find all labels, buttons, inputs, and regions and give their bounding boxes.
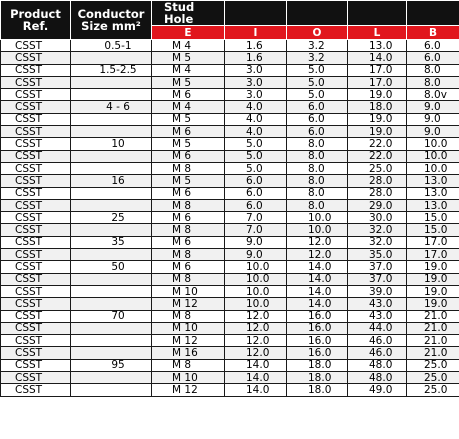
cell-product-ref: CSST — [1, 224, 71, 236]
table-row — [1, 162, 459, 174]
cell-conductor-size — [71, 224, 152, 236]
cell-conductor-size — [71, 89, 152, 101]
cell-b: 21.0 — [407, 335, 459, 347]
cell-b: 8.0 — [407, 64, 459, 76]
cell-product-ref: CSST — [1, 138, 71, 150]
table-row — [1, 89, 459, 101]
table-row — [1, 126, 459, 138]
cell-l: 46.0 — [348, 335, 407, 347]
cell-o: 5.0 — [287, 89, 348, 101]
cell-i: 12.0 — [225, 335, 287, 347]
cell-b: 21.0 — [407, 347, 459, 359]
header-conductor-line1: Conductor — [77, 7, 145, 21]
cell-stud-hole: M 6 — [152, 236, 225, 248]
table-row — [1, 372, 459, 384]
cell-stud-hole: M 6 — [152, 126, 225, 138]
cell-i: 5.0 — [225, 162, 287, 174]
table-row — [1, 199, 459, 211]
cell-o: 18.0 — [287, 359, 348, 371]
cell-l: 17.0 — [348, 64, 407, 76]
cell-o: 6.0 — [287, 126, 348, 138]
cell-i: 1.6 — [225, 52, 287, 64]
cell-stud-hole: M 8 — [152, 359, 225, 371]
table-row — [1, 273, 459, 285]
cell-o: 5.0 — [287, 64, 348, 76]
cell-i: 12.0 — [225, 310, 287, 322]
table-row — [1, 249, 459, 261]
cell-stud-hole: M 12 — [152, 384, 225, 396]
cell-i: 3.0 — [225, 76, 287, 88]
cell-conductor-size — [71, 199, 152, 211]
cell-i: 6.0 — [225, 187, 287, 199]
table-row — [1, 224, 459, 236]
cell-conductor-size — [71, 187, 152, 199]
cell-b: 13.0 — [407, 187, 459, 199]
cell-stud-hole: M 16 — [152, 347, 225, 359]
cell-o: 18.0 — [287, 384, 348, 396]
cell-o: 16.0 — [287, 310, 348, 322]
cell-o: 14.0 — [287, 261, 348, 273]
cell-l: 43.0 — [348, 298, 407, 310]
cell-b: 13.0 — [407, 199, 459, 211]
cell-l: 43.0 — [348, 310, 407, 322]
cell-l: 35.0 — [348, 249, 407, 261]
cell-stud-hole: M 6 — [152, 261, 225, 273]
cell-l: 19.0 — [348, 126, 407, 138]
table-row — [1, 175, 459, 187]
cell-o: 8.0 — [287, 150, 348, 162]
cell-conductor-size — [71, 322, 152, 334]
cell-l: 48.0 — [348, 359, 407, 371]
cell-b: 25.0 — [407, 372, 459, 384]
cell-l: 37.0 — [348, 261, 407, 273]
cell-stud-hole: M 4 — [152, 101, 225, 113]
cell-o: 10.0 — [287, 212, 348, 224]
cell-o: 8.0 — [287, 175, 348, 187]
cell-b: 19.0 — [407, 261, 459, 273]
cell-b: 6.0 — [407, 40, 459, 52]
cell-product-ref: CSST — [1, 199, 71, 211]
cell-product-ref: CSST — [1, 113, 71, 125]
cell-l: 14.0 — [348, 52, 407, 64]
cell-l: 46.0 — [348, 347, 407, 359]
cell-i: 4.0 — [225, 126, 287, 138]
table-row — [1, 236, 459, 248]
cell-o: 18.0 — [287, 372, 348, 384]
cell-product-ref: CSST — [1, 335, 71, 347]
cell-i: 5.0 — [225, 150, 287, 162]
cell-stud-hole: M 12 — [152, 298, 225, 310]
cell-i: 10.0 — [225, 261, 287, 273]
cell-i: 6.0 — [225, 199, 287, 211]
header-stud-hole: Stud Hole — [152, 1, 225, 26]
cell-b: 8.0 — [407, 76, 459, 88]
cell-b: 17.0 — [407, 236, 459, 248]
cell-conductor-size — [71, 113, 152, 125]
cell-conductor-size: 16 — [71, 175, 152, 187]
table-body — [1, 40, 459, 397]
cell-o: 8.0 — [287, 162, 348, 174]
cell-i: 3.0 — [225, 64, 287, 76]
cell-product-ref: CSST — [1, 359, 71, 371]
cell-stud-hole: M 6 — [152, 212, 225, 224]
cell-b: 19.0 — [407, 298, 459, 310]
cell-stud-hole: M 4 — [152, 64, 225, 76]
cell-b: 10.0 — [407, 162, 459, 174]
cell-stud-hole: M 8 — [152, 199, 225, 211]
cell-conductor-size — [71, 372, 152, 384]
cell-conductor-size — [71, 52, 152, 64]
table-row — [1, 347, 459, 359]
header-o: O — [287, 26, 348, 40]
cell-product-ref: CSST — [1, 236, 71, 248]
cell-o: 5.0 — [287, 76, 348, 88]
cell-conductor-size — [71, 76, 152, 88]
cell-o: 8.0 — [287, 138, 348, 150]
cell-o: 8.0 — [287, 187, 348, 199]
cell-product-ref: CSST — [1, 249, 71, 261]
cell-stud-hole: M 10 — [152, 285, 225, 297]
cell-l: 19.0 — [348, 89, 407, 101]
cell-b: 25.0 — [407, 359, 459, 371]
table-row — [1, 138, 459, 150]
cell-l: 49.0 — [348, 384, 407, 396]
table-row — [1, 150, 459, 162]
cell-product-ref: CSST — [1, 347, 71, 359]
cell-product-ref: CSST — [1, 64, 71, 76]
cell-i: 1.6 — [225, 40, 287, 52]
cell-product-ref: CSST — [1, 285, 71, 297]
cell-conductor-size — [71, 126, 152, 138]
cell-product-ref: CSST — [1, 384, 71, 396]
header-row — [1, 1, 459, 26]
table-row — [1, 76, 459, 88]
cell-product-ref: CSST — [1, 76, 71, 88]
cell-b: 10.0 — [407, 150, 459, 162]
cell-conductor-size: 25 — [71, 212, 152, 224]
cell-l: 28.0 — [348, 187, 407, 199]
cell-i: 10.0 — [225, 273, 287, 285]
cell-o: 16.0 — [287, 322, 348, 334]
cell-conductor-size — [71, 347, 152, 359]
table-row — [1, 187, 459, 199]
cell-o: 3.2 — [287, 52, 348, 64]
cell-b: 9.0 — [407, 101, 459, 113]
table-row — [1, 335, 459, 347]
cell-stud-hole: M 8 — [152, 249, 225, 261]
cell-conductor-size: 70 — [71, 310, 152, 322]
cell-b: 19.0 — [407, 273, 459, 285]
cell-l: 29.0 — [348, 199, 407, 211]
cell-i: 9.0 — [225, 249, 287, 261]
cell-b: 8.0v — [407, 89, 459, 101]
cell-l: 18.0 — [348, 101, 407, 113]
table-row — [1, 52, 459, 64]
cell-product-ref: CSST — [1, 212, 71, 224]
table-row — [1, 359, 459, 371]
cell-i: 7.0 — [225, 212, 287, 224]
cell-conductor-size — [71, 285, 152, 297]
cell-product-ref: CSST — [1, 126, 71, 138]
cell-l: 44.0 — [348, 322, 407, 334]
cell-stud-hole: M 8 — [152, 224, 225, 236]
cell-product-ref: CSST — [1, 101, 71, 113]
cell-i: 4.0 — [225, 113, 287, 125]
cell-conductor-size: 50 — [71, 261, 152, 273]
cell-i: 9.0 — [225, 236, 287, 248]
header-blank — [287, 1, 348, 26]
cell-stud-hole: M 5 — [152, 52, 225, 64]
cell-i: 14.0 — [225, 372, 287, 384]
table-row — [1, 298, 459, 310]
cell-l: 28.0 — [348, 175, 407, 187]
header-e: E — [152, 26, 225, 40]
cell-o: 12.0 — [287, 236, 348, 248]
cell-product-ref: CSST — [1, 52, 71, 64]
cell-b: 19.0 — [407, 285, 459, 297]
cell-stud-hole: M 10 — [152, 322, 225, 334]
cell-l: 13.0 — [348, 40, 407, 52]
cell-o: 14.0 — [287, 273, 348, 285]
cell-b: 25.0 — [407, 384, 459, 396]
cell-conductor-size — [71, 384, 152, 396]
cell-l: 32.0 — [348, 236, 407, 248]
cell-stud-hole: M 8 — [152, 162, 225, 174]
cell-o: 10.0 — [287, 224, 348, 236]
cell-l: 30.0 — [348, 212, 407, 224]
table-row — [1, 310, 459, 322]
cell-o: 14.0 — [287, 285, 348, 297]
cell-conductor-size — [71, 150, 152, 162]
cell-l: 48.0 — [348, 372, 407, 384]
cell-o: 6.0 — [287, 113, 348, 125]
cell-i: 12.0 — [225, 347, 287, 359]
cell-conductor-size: 0.5-1 — [71, 40, 152, 52]
table-row — [1, 322, 459, 334]
cell-product-ref: CSST — [1, 175, 71, 187]
header-blank — [407, 1, 459, 26]
cell-b: 21.0 — [407, 310, 459, 322]
cell-product-ref: CSST — [1, 322, 71, 334]
cell-b: 10.0 — [407, 138, 459, 150]
cell-b: 13.0 — [407, 175, 459, 187]
cell-conductor-size — [71, 335, 152, 347]
cell-b: 21.0 — [407, 322, 459, 334]
header-blank — [225, 1, 287, 26]
cell-conductor-size: 1.5-2.5 — [71, 64, 152, 76]
cell-product-ref: CSST — [1, 273, 71, 285]
cell-b: 17.0 — [407, 249, 459, 261]
cell-i: 7.0 — [225, 224, 287, 236]
cell-product-ref: CSST — [1, 372, 71, 384]
cell-i: 10.0 — [225, 285, 287, 297]
table-row — [1, 285, 459, 297]
cell-conductor-size — [71, 249, 152, 261]
cell-stud-hole: M 6 — [152, 187, 225, 199]
cell-stud-hole: M 12 — [152, 335, 225, 347]
cell-stud-hole: M 6 — [152, 150, 225, 162]
header-product-ref: Product Ref. — [1, 1, 71, 40]
cell-stud-hole: M 5 — [152, 76, 225, 88]
cell-product-ref: CSST — [1, 40, 71, 52]
cell-l: 22.0 — [348, 150, 407, 162]
cell-product-ref: CSST — [1, 261, 71, 273]
cell-conductor-size: 95 — [71, 359, 152, 371]
cell-product-ref: CSST — [1, 162, 71, 174]
cell-l: 37.0 — [348, 273, 407, 285]
cell-product-ref: CSST — [1, 310, 71, 322]
cell-b: 9.0 — [407, 113, 459, 125]
table-row — [1, 212, 459, 224]
cell-stud-hole: M 5 — [152, 113, 225, 125]
cell-o: 14.0 — [287, 298, 348, 310]
cell-b: 15.0 — [407, 212, 459, 224]
cell-stud-hole: M 5 — [152, 138, 225, 150]
cell-l: 32.0 — [348, 224, 407, 236]
table-row — [1, 261, 459, 273]
table-header — [1, 1, 459, 40]
cell-o: 6.0 — [287, 101, 348, 113]
cell-conductor-size: 35 — [71, 236, 152, 248]
header-l: L — [348, 26, 407, 40]
cell-o: 16.0 — [287, 335, 348, 347]
cell-i: 3.0 — [225, 89, 287, 101]
header-i: I — [225, 26, 287, 40]
cell-product-ref: CSST — [1, 298, 71, 310]
cell-product-ref: CSST — [1, 89, 71, 101]
table-row — [1, 384, 459, 396]
cell-i: 10.0 — [225, 298, 287, 310]
table-row — [1, 40, 459, 52]
cell-stud-hole: M 5 — [152, 175, 225, 187]
cell-o: 12.0 — [287, 249, 348, 261]
cell-stud-hole: M 8 — [152, 310, 225, 322]
cell-i: 14.0 — [225, 359, 287, 371]
cell-product-ref: CSST — [1, 187, 71, 199]
cell-i: 5.0 — [225, 138, 287, 150]
cell-o: 16.0 — [287, 347, 348, 359]
cell-l: 19.0 — [348, 113, 407, 125]
header-blank — [348, 1, 407, 26]
cell-b: 9.0 — [407, 126, 459, 138]
cell-o: 3.2 — [287, 40, 348, 52]
cell-conductor-size — [71, 298, 152, 310]
cell-stud-hole: M 10 — [152, 372, 225, 384]
cell-l: 25.0 — [348, 162, 407, 174]
cell-conductor-size — [71, 273, 152, 285]
cell-l: 17.0 — [348, 76, 407, 88]
cell-product-ref: CSST — [1, 150, 71, 162]
table-row — [1, 113, 459, 125]
cell-b: 6.0 — [407, 52, 459, 64]
cell-i: 12.0 — [225, 322, 287, 334]
table-row — [1, 101, 459, 113]
cell-o: 8.0 — [287, 199, 348, 211]
cell-b: 15.0 — [407, 224, 459, 236]
cell-i: 4.0 — [225, 101, 287, 113]
header-b: B — [407, 26, 459, 40]
cell-conductor-size — [71, 162, 152, 174]
header-conductor-line2: Size mm² — [81, 19, 141, 33]
cell-l: 22.0 — [348, 138, 407, 150]
table-row — [1, 64, 459, 76]
cell-conductor-size: 10 — [71, 138, 152, 150]
cell-stud-hole: M 4 — [152, 40, 225, 52]
cell-i: 14.0 — [225, 384, 287, 396]
cell-conductor-size: 4 - 6 — [71, 101, 152, 113]
cell-stud-hole: M 8 — [152, 273, 225, 285]
header-conductor-size — [71, 1, 152, 40]
cell-l: 39.0 — [348, 285, 407, 297]
cell-stud-hole: M 6 — [152, 89, 225, 101]
cell-i: 6.0 — [225, 175, 287, 187]
